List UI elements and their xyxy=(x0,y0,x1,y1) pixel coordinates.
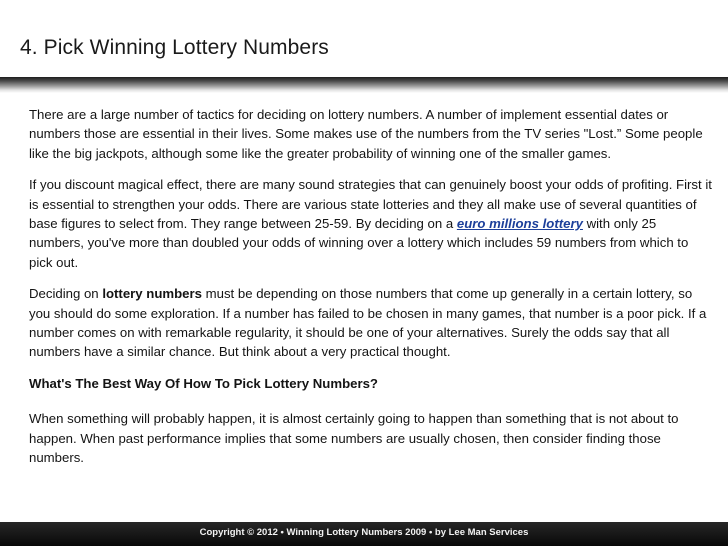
lottery-numbers-keyword: lottery numbers xyxy=(102,286,202,302)
euro-millions-lottery-link[interactable]: euro millions lottery xyxy=(456,216,583,232)
paragraph-deciding xyxy=(29,284,713,362)
slide-body xyxy=(29,105,713,480)
paragraph-strategies xyxy=(29,175,713,272)
header-divider xyxy=(0,77,728,93)
paragraph-strategies-text-start: If you discount magical effect, there are many sound strategies that can genuinely boost your odds of profiting. First it is essential to strengthen your odds. There are various state lotteries and they all make use of several quantities of base figures to select from. They range between 25-59. By deciding on a xyxy=(29,177,712,232)
paragraph-past-performance: When something will probably happen, it is almost certainly going to happen than something that is not about to happen. When past performance implies that some numbers are usually chosen, then consider finding those numbers. xyxy=(29,411,679,466)
paragraph-strategies-text-end: with only 25 numbers, you've more than doubled your odds of winning over a lottery which includes 59 numbers from which to pick out. xyxy=(29,216,689,270)
section-heading: What's The Best Way Of How To Pick Lottery Numbers? xyxy=(29,375,378,391)
paragraph-tactics: There are a large number of tactics for deciding on lottery numbers. A number of implement essential dates or numbers those are essential in their lives. Some makes use of the numbers from the TV series "Lost.” Some people like the big jackpots, although some like the greater probability of winning one of the smaller games. xyxy=(29,107,703,161)
copyright-footer: Copyright © 2012 • Winning Lottery Numbers 2009 • by Lee Man Services xyxy=(0,522,728,546)
paragraph-deciding-text-start: Deciding on xyxy=(29,286,103,302)
paragraph-deciding-text-end: must be depending on those numbers that come up generally in a certain lottery, so you should do some exploration. If a number has failed to be chosen in many games, that number is a poor pick. If a number comes on with remarkable regularity, it should be one of your alternatives. Surely the odds say that all numbers have a similar chance. But think about a very practical thought. xyxy=(29,286,707,360)
slide-title: 4. Pick Winning Lottery Numbers xyxy=(20,36,329,59)
